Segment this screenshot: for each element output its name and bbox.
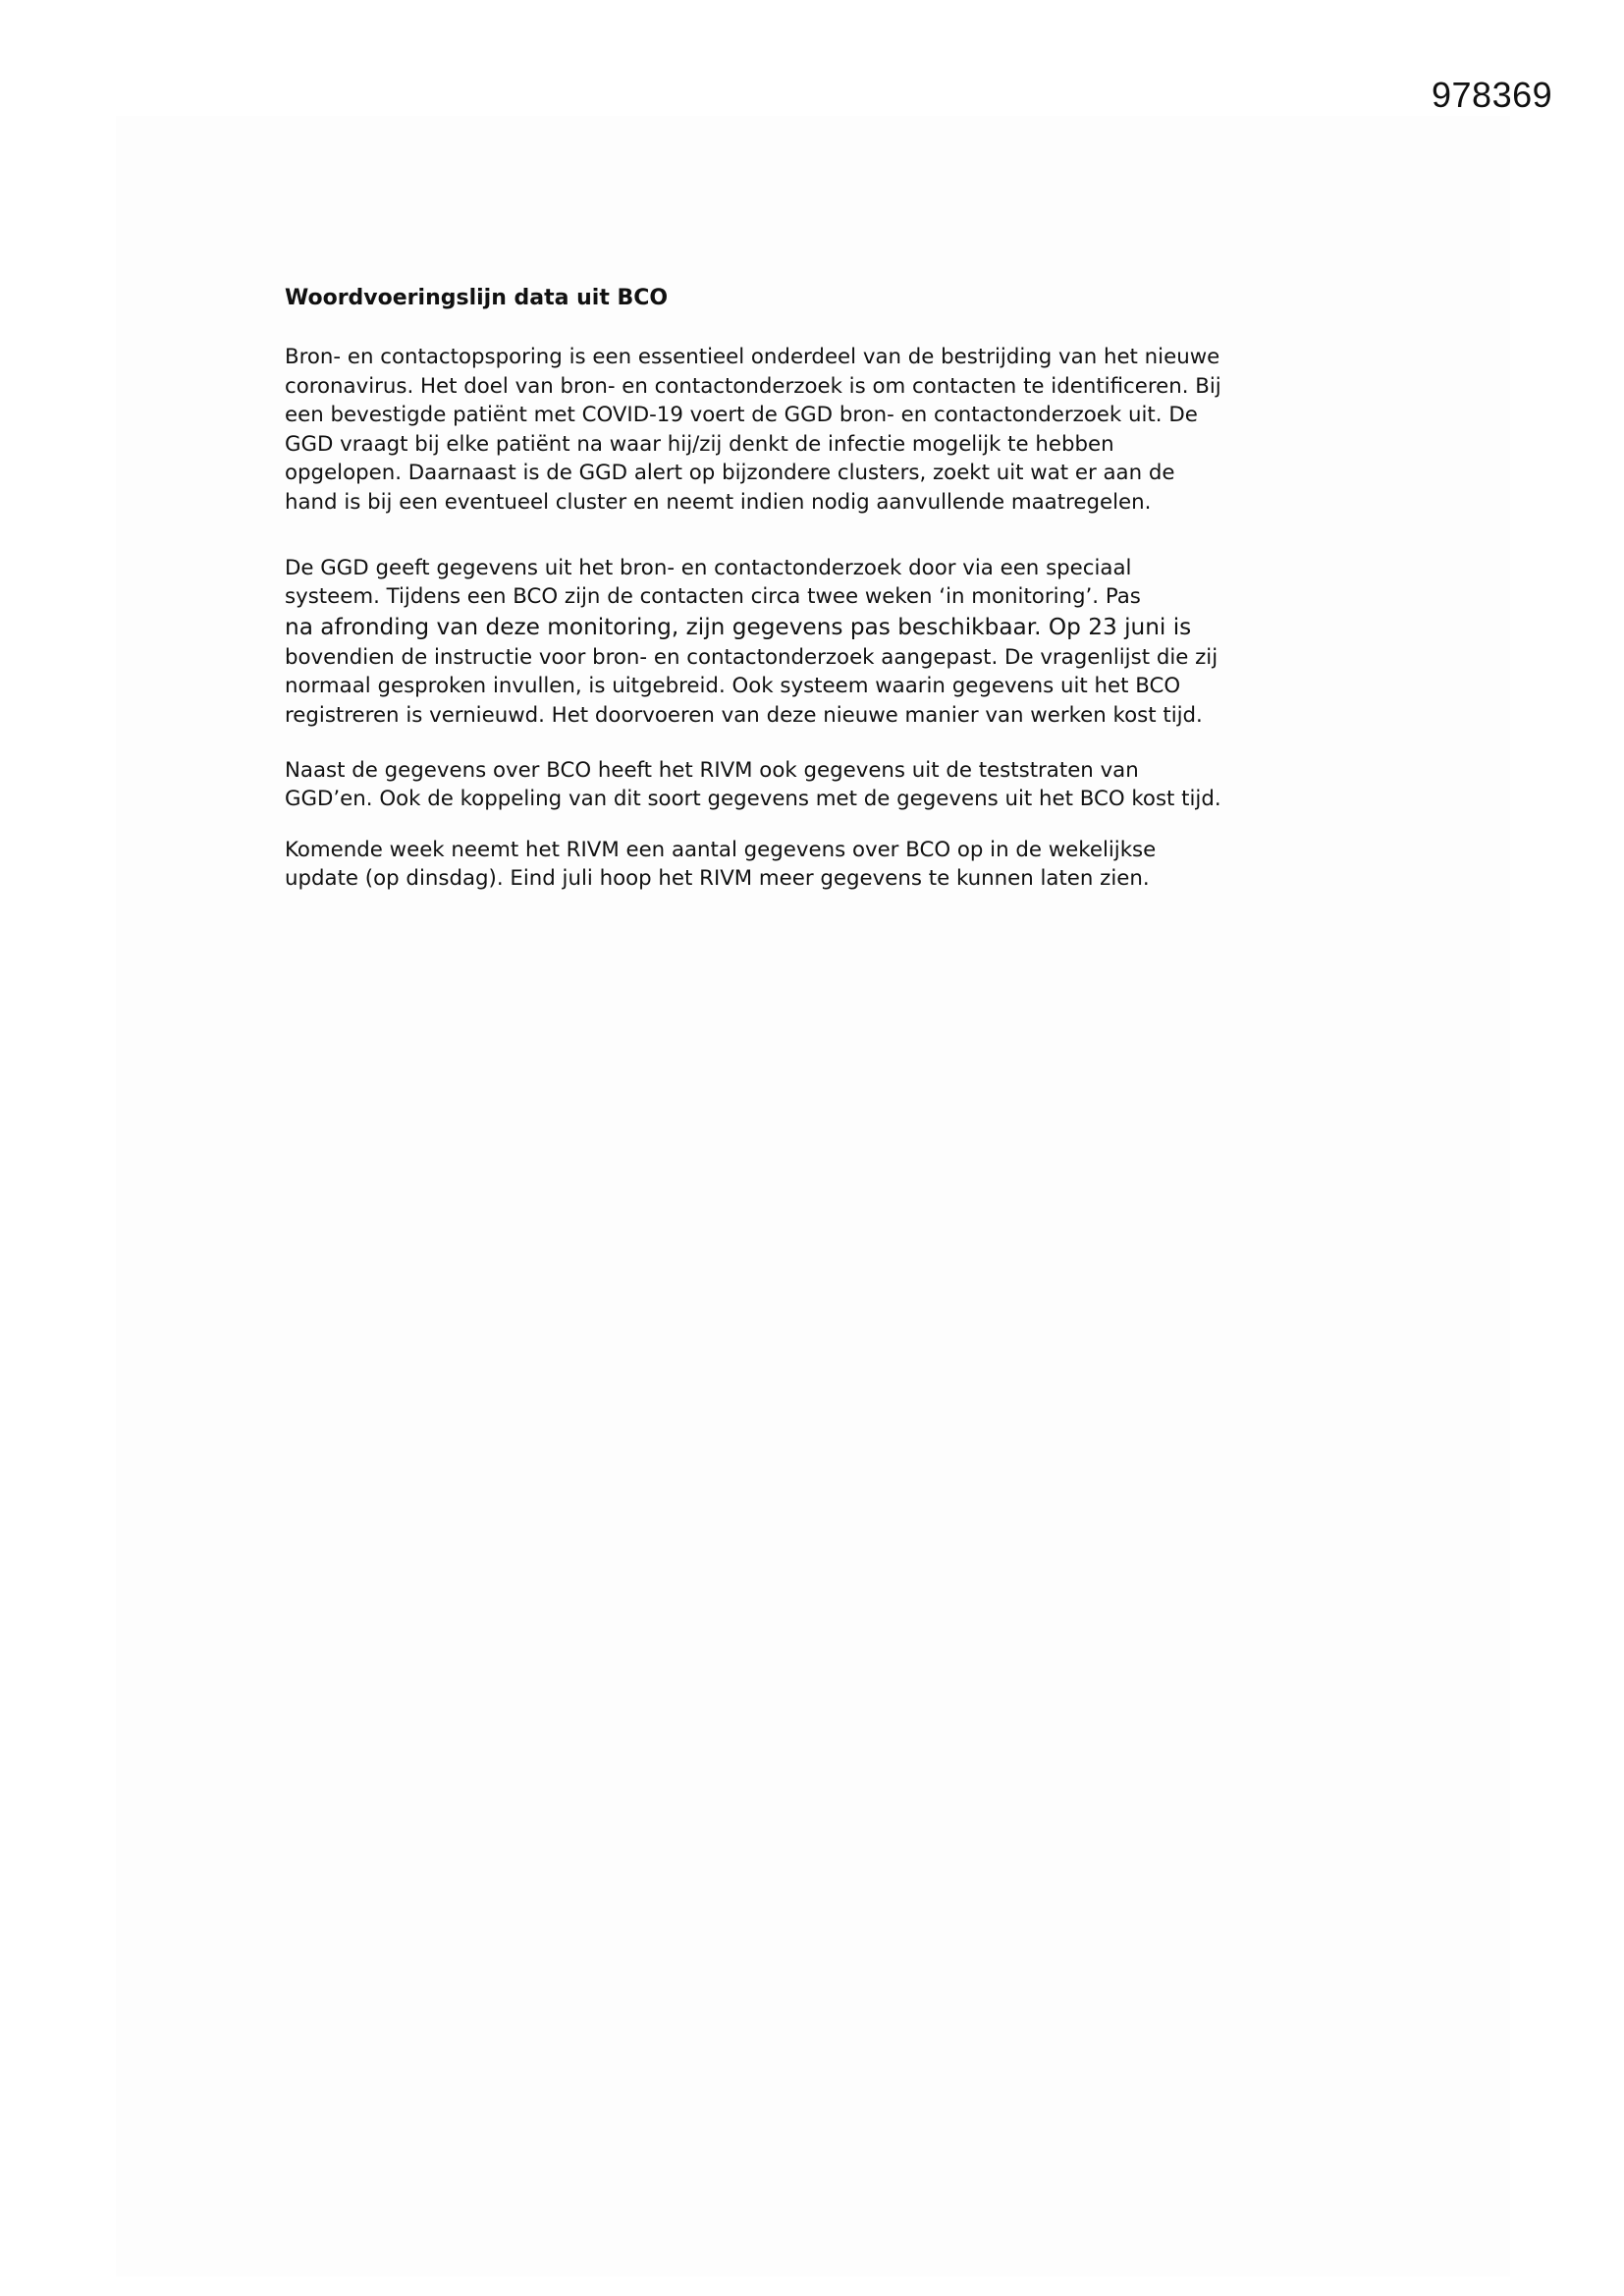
- text-line: Naast de gegevens over BCO heeft het RIVM ook gegevens uit de teststraten van: [285, 757, 1139, 783]
- paragraph-data-delivery: [285, 554, 1375, 731]
- text-line: registreren is vernieuwd. Het doorvoeren van deze nieuwe manier van werken kost tijd.: [285, 702, 1203, 728]
- text-line: coronavirus. Het doel van bron- en contactonderzoek is om contacten te identificeren. Bij: [285, 373, 1221, 399]
- text-line: na afronding van deze monitoring, zijn gegevens pas beschikbaar. Op 23 juni is: [285, 613, 1192, 640]
- text-line: bovendien de instructie voor bron- en contactonderzoek aangepast. De vragenlijst die zij: [285, 644, 1218, 670]
- paragraph-test-lane-data: [285, 756, 1375, 814]
- text-line: De GGD geeft gegevens uit het bron- en contactonderzoek door via een speciaal: [285, 555, 1132, 580]
- text-line: Komende week neemt het RIVM een aantal gegevens over BCO op in de wekelijkse: [285, 837, 1157, 862]
- text-line: systeem. Tijdens een BCO zijn de contacten circa twee weken ‘in monitoring’. Pas: [285, 584, 1141, 610]
- text-line: een bevestigde patiënt met COVID-19 voert de GGD bron- en contactonderzoek uit. De: [285, 403, 1198, 428]
- text-line: opgelopen. Daarnaast is de GGD alert op bijzondere clusters, zoekt uit wat er aan de: [285, 461, 1175, 486]
- document-body: [285, 284, 1375, 894]
- text-line: Bron- en contactopsporing is een essentieel onderdeel van de bestrijding van het nieuwe: [285, 345, 1220, 369]
- text-line: GGD vraagt bij elke patiënt na waar hij/zij denkt de infectie mogelijk te hebben: [285, 431, 1114, 457]
- document-reference-number: 978369: [1432, 75, 1553, 115]
- document-title: Woordvoeringslijn data uit BCO: [285, 286, 669, 310]
- paragraph-bco-introduction: [285, 343, 1375, 518]
- paragraph-upcoming-update: [285, 836, 1375, 894]
- text-line: GGD’en. Ook de koppeling van dit soort gegevens met de gegevens uit het BCO kost tijd.: [285, 787, 1221, 812]
- text-line: normaal gesproken invullen, is uitgebreid. Ook systeem waarin gegevens uit het BCO: [285, 674, 1181, 699]
- text-line: update (op dinsdag). Eind juli hoop het RIVM meer gegevens te kunnen laten zien.: [285, 866, 1150, 892]
- text-line: hand is bij een eventueel cluster en neemt indien nodig aanvullende maatregelen.: [285, 489, 1152, 515]
